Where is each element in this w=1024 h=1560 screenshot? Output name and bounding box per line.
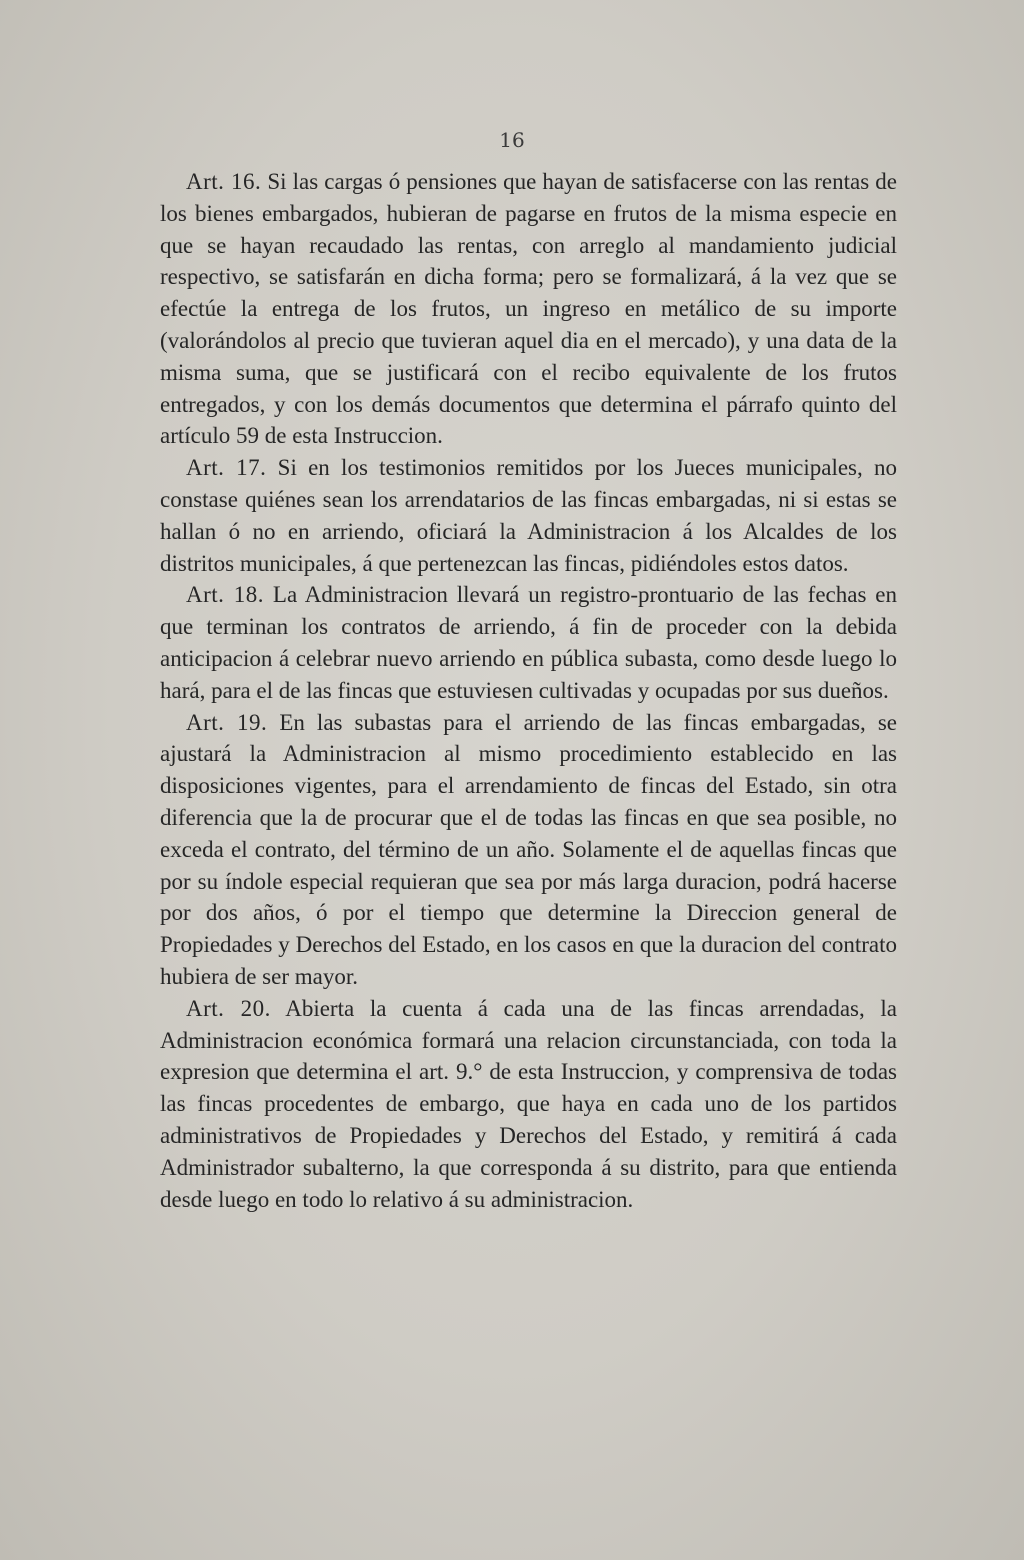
article-body: En las subastas para el arriendo de las fincas embargadas, se ajustará la Administracion al mismo procedimiento establecido en las disposiciones vigentes, para el arrendamiento de fincas del Estado, sin otra diferencia que la de procurar que el de todas las fincas en que sea posible, no exceda el contrato, del término de un año. Solamente el de aquellas fincas que por su índole especial requieran que sea por más larga duracion, podrá hacerse por dos años, ó por el tiempo que determine la Direccion general de Propiedades y Derechos del Estado, en los casos en que la duracion del contrato hubiera de ser mayor. [160,709,898,989]
article-label: Art. 20. [186,995,271,1021]
article-label: Art. 17. [186,455,267,481]
article-16 [160,166,897,452]
article-label: Art. 16. [186,169,262,194]
article-label: Art. 18. [186,582,265,608]
article-body: La Administracion llevará un registro-prontuario de las fechas en que terminan los contratos de arriendo, á fin de proceder con la debida anticipacion á celebrar nuevo arriendo en pública subasta, como desde luego lo hará, para el de las fincas que estuviesen cultivadas y ocupadas por sus dueños. [160,582,897,703]
article-20 [160,993,897,1216]
page-number: 16 [499,128,525,152]
article-label: Art. 19. [186,709,268,735]
article-body: Si en los testimonios remitidos por los Jueces municipales, no constase quiénes sean los arrendatarios de las fincas embargadas, ni si estas se hallan ó no en arriendo, oficiará la Administracion á los Alcaldes de los distritos municipales, á que pertenezcan las fincas, pidiéndoles estos datos. [160,455,897,576]
article-body: Si las cargas ó pensiones que hayan de satisfacerse con las rentas de los bienes embargados, hubieran de pagarse en frutos de la misma especie en que se hayan recaudado las rentas, con arreglo al mandamiento judicial respectivo, se satisfarán en dicha forma; pero se formalizará, á la vez que se efectúe la entrega de los frutos, un ingreso en metálico de su importe (valorándolos al precio que tuvieran aquel dia en el mercado), y una data de la misma suma, que se justificará con el recibo equivalente de los frutos entregados, y con los demás documentos que determina el párrafo quinto del artículo 59 de esta Instruccion. [160,169,897,449]
article-body: Abierta la cuenta á cada una de las fincas arrendadas, la Administracion económica formará una relacion circunstanciada, con toda la expresion que determina el art. 9.° de esta Instruccion, y comprensiva de todas las fincas procedentes de embargo, que haya en cada uno de los partidos administrativos de Propiedades y Derechos del Estado, y remitirá á cada Administrador subalterno, la que corresponda á su distrito, para que entienda desde luego en todo lo relativo á su administracion. [160,995,898,1212]
article-19 [160,707,897,993]
article-text-block [160,166,897,1215]
article-17 [160,452,897,579]
article-18 [160,579,897,706]
